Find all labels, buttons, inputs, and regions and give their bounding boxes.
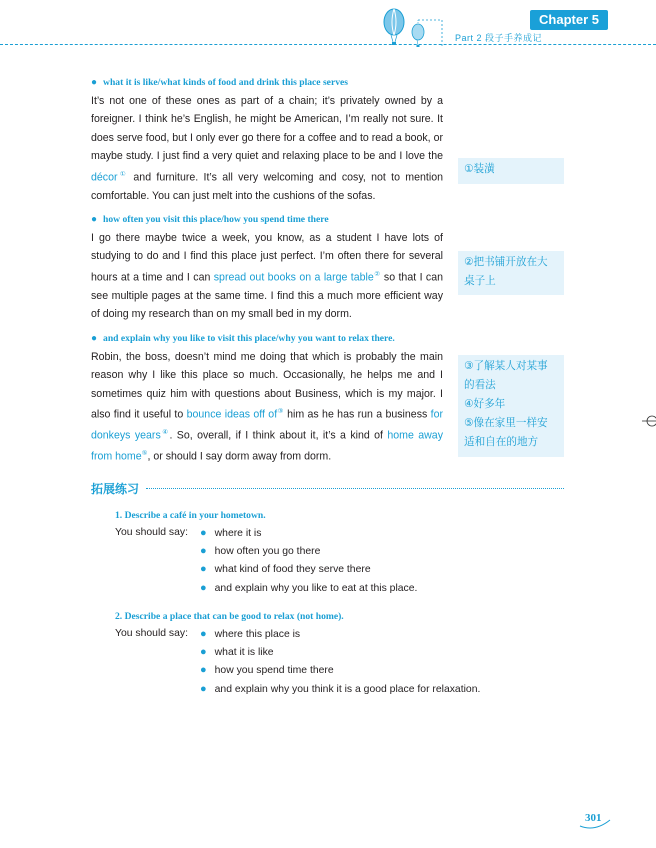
exercise-title-1: 1. Describe a café in your hometown. [115, 510, 266, 521]
header-divider [0, 44, 656, 45]
exercise-prompt-2: You should say: [115, 628, 188, 639]
expansion-title: 拓展练习 [91, 482, 140, 496]
expansion-divider [146, 488, 564, 489]
highlight-term: for donkeys years [91, 408, 444, 442]
list-item: ● and explain why you like to eat at this place. [200, 582, 418, 594]
list-item: ● how often you go there [200, 545, 321, 557]
side-note-3: ③了解某人对某事的看法 ④好多年 ⑤像在家里一样安适和自在的地方 [458, 355, 564, 457]
highlight-term: bounce ideas off of [186, 408, 278, 421]
bullet-dot-icon: ● [91, 214, 98, 225]
section-heading-1: ● what it is like/what kinds of food and drink this place serves [91, 77, 348, 88]
list-item: ● and explain why you think it is a good place for relaxation. [200, 683, 481, 695]
bullet-dot-icon: ● [91, 77, 98, 88]
section-paragraph-3: Robin, the boss, doesn’t mind me doing that which is probably the main reason why I like this place so much. Occasionally, he helps me and I sometimes quiz him with questions about Business, which is my major. I also find it useful to bounce ideas off of③ him as he has run a business for donkeys years④. So, overall, if I think about it, it’s a kind of home away from home⑤, or should I say dorm away from dorm. [91, 351, 444, 463]
bullet-dot-icon: ● [91, 333, 98, 344]
bullet-dot-icon: ● [200, 646, 207, 658]
section-heading-2: ● how often you visit this place/how you spend time there [91, 214, 329, 225]
crosshair-icon [642, 414, 656, 428]
exercise-prompt-1: You should say: [115, 527, 188, 538]
bullet-dot-icon: ● [200, 664, 207, 676]
balloon-icon [380, 6, 450, 48]
bullet-dot-icon: ● [200, 563, 207, 575]
list-item: ● where it is [200, 527, 262, 539]
highlight-term: décor [91, 171, 118, 184]
list-item: ● what it is like [200, 646, 274, 658]
highlight-term: spread out books on a large table [213, 271, 374, 284]
part-label: Part 2 段子手养成记 [455, 33, 543, 43]
side-note-2: ②把书铺开放在大桌子上 [458, 251, 564, 295]
bullet-dot-icon: ● [200, 527, 207, 539]
section-heading-3: ● and explain why you like to visit this place/why you want to relax there. [91, 333, 395, 344]
list-item: ● where this place is [200, 628, 301, 640]
highlight-term: home away from home [91, 429, 443, 463]
bullet-dot-icon: ● [200, 582, 207, 594]
section-paragraph-1: It’s not one of these ones as part of a chain; it’s privately owned by a foreigner. I think he’s English, he might be American, I’m really not sure. It does serve food, but I only ever go there for a coffee and to read a book, or maybe study. I just find a very quiet and relaxing place to be and I love the décor① and furniture. It’s all very welcoming and cosy, not to mention comfortable. You can just melt into the cushions of the sofas. [91, 95, 443, 202]
chapter-badge: Chapter 5 [530, 10, 608, 30]
page-number: 301 [585, 812, 602, 824]
section-paragraph-2: I go there maybe twice a week, you know, as a student I have lots of studying to do and I find this place just perfect. I’m often there for several hours at a time and I can spread out books on a large table② so that I can see multiple pages at the same time. I find this a much more efficient way of doing my research than on my small bed in my dorm. [91, 232, 443, 321]
bullet-dot-icon: ● [200, 628, 207, 640]
list-item: ● how you spend time there [200, 664, 334, 676]
side-note-1: ①装潢 [458, 158, 564, 184]
exercise-title-2: 2. Describe a place that can be good to relax (not home). [115, 611, 344, 622]
bullet-dot-icon: ● [200, 545, 207, 557]
list-item: ● what kind of food they serve there [200, 563, 371, 575]
bullet-dot-icon: ● [200, 683, 207, 695]
